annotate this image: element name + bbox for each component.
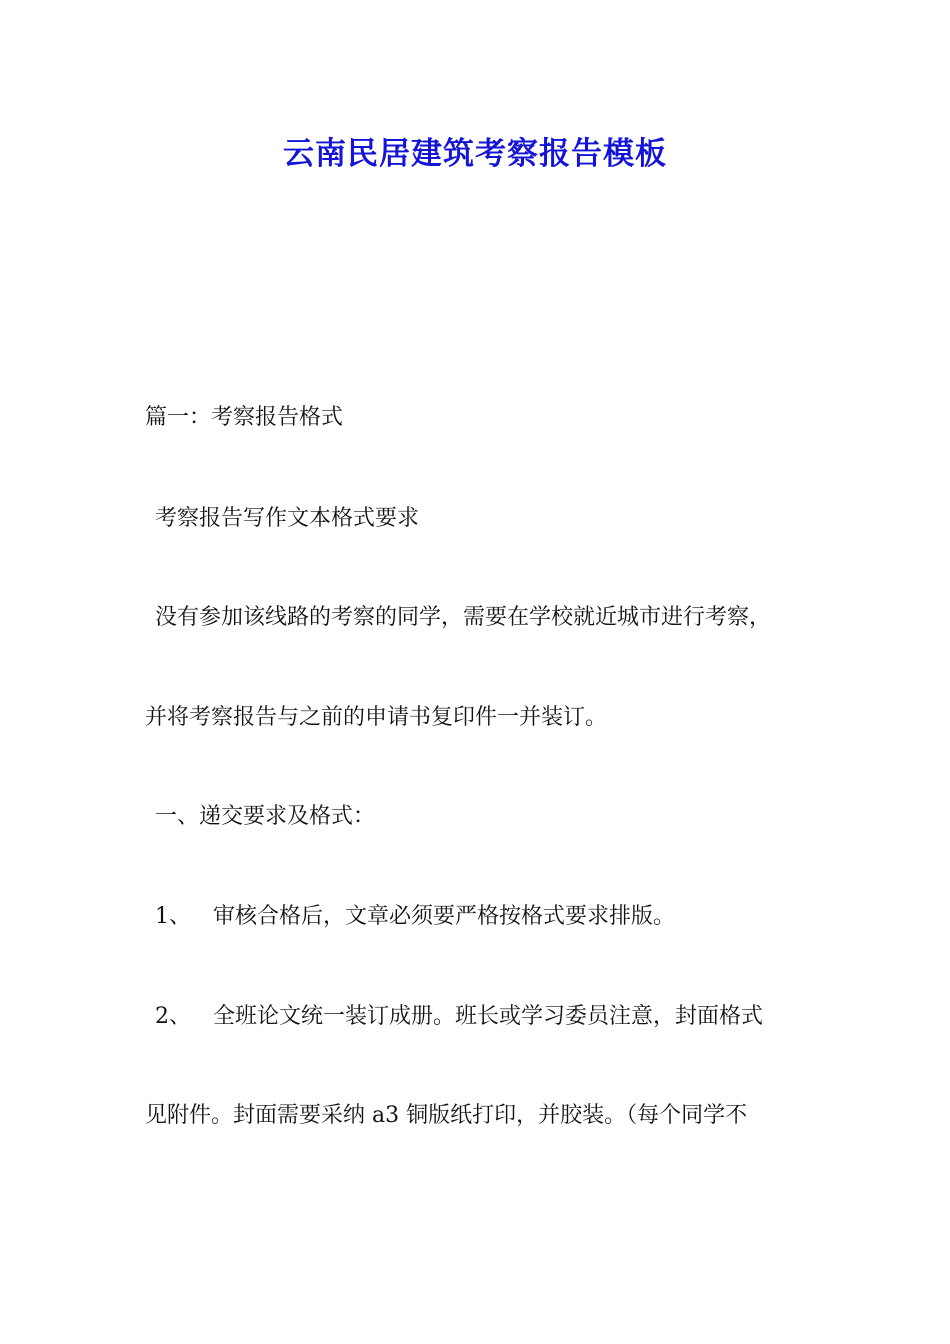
paragraph-line: 一、递交要求及格式： [155, 804, 376, 829]
paragraph-line: 并将考察报告与之前的申请书复印件一并装订。 [145, 705, 608, 730]
list-number: 2、 [155, 1004, 191, 1029]
paragraph-line: 考察报告写作文本格式要求 [155, 506, 420, 531]
list-item [145, 1002, 855, 1032]
paragraph-line: 见附件。封面需要采纳 a3 铜版纸打印，并胶装。（每个同学不 [145, 1103, 748, 1128]
list-item-text: 全班论文统一装订成册。班长或学习委员注意，封面格式 [213, 1004, 764, 1029]
document-title: 云南民居建筑考察报告模板 [283, 136, 667, 172]
paragraph-line: 没有参加该线路的考察的同学，需要在学校就近城市进行考察， [155, 605, 772, 630]
list-item [145, 902, 855, 932]
list-item-text: 审核合格后，文章必须要严格按格式要求排版。 [213, 904, 676, 929]
section-heading: 篇一：考察报告格式 [145, 405, 344, 430]
list-number: 1、 [155, 904, 191, 929]
